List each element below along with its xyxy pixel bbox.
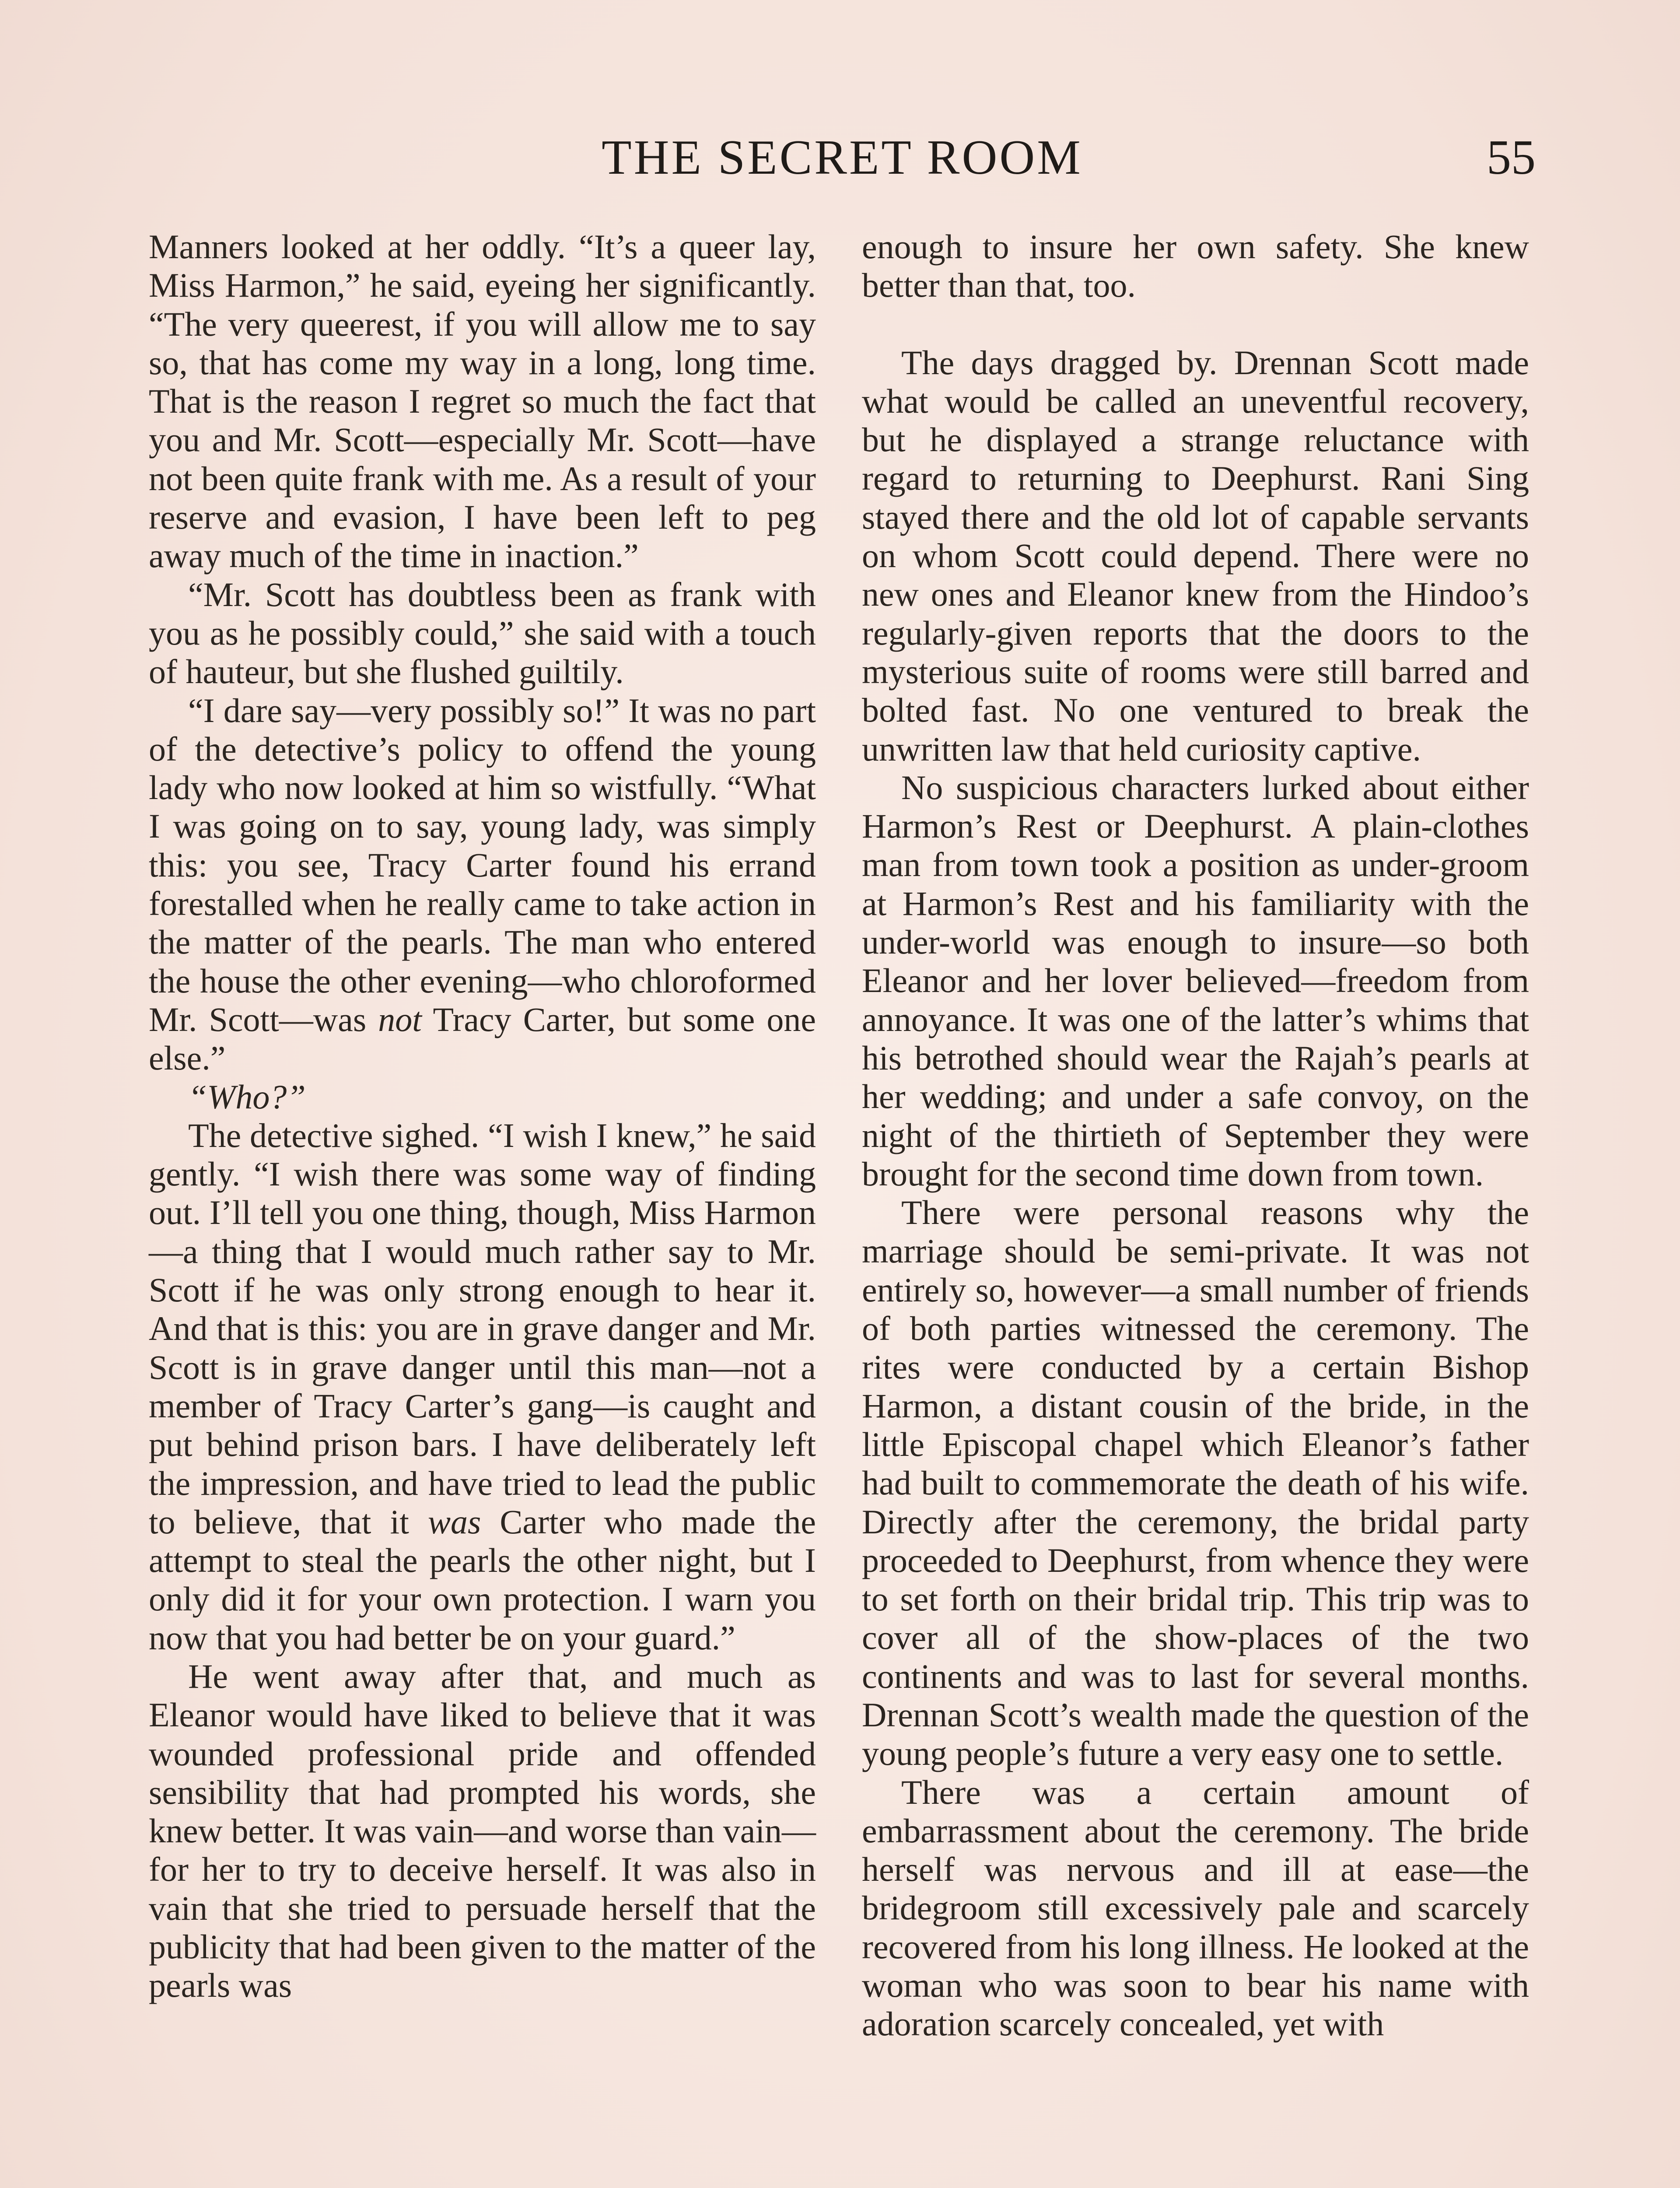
paragraph: “Mr. Scott has doubtless been as frank with you as he possibly could,” she said with a touch of hauteur, but she flushed guiltily. xyxy=(149,575,816,691)
paragraph: enough to insure her own safety. She knew better than that, too. xyxy=(862,228,1529,305)
paragraph-text: Tracy Carter, but some one else.” xyxy=(149,1000,816,1077)
paragraph xyxy=(149,691,816,1078)
paragraph: No suspicious characters lurked about either Harmon’s Rest or Deephurst. A plain-clothes man from town took a position as under-groom at Harmon’s Rest and his familiarity with the under-world was enough to insure—so both Eleanor and her lover believed—freedom from annoyance. It was one of the latter’s whims that his betrothed should wear the Rajah’s pearls at her wedding; and under a safe convoy, on the night of the thirtieth of September they were brought for the second time down from town. xyxy=(862,768,1529,1193)
running-head xyxy=(149,127,1536,188)
paragraph: There was a certain amount of embarrassment about the ceremony. The bride herself was nervous and ill at ease—the bridegroom still excessively pale and scarcely recovered from his long illness. He looked at the woman who was soon to bear his name with adoration scarcely concealed, yet with xyxy=(862,1773,1529,2043)
italic-emphasis: not xyxy=(378,1000,422,1038)
paragraph: “Who?” xyxy=(188,1077,306,1116)
paragraph: Manners looked at her oddly. “It’s a queer lay, Miss Harmon,” he said, eyeing her significantly. “The very queerest, if you will allow me to say so, that has come my way in a long, long time. That is the reason I regret so much the fact that you and Mr. Scott—especially Mr. Scott—have not been quite frank with me. As a result of your reserve and evasion, I have been left to peg away much of the time in inaction.” xyxy=(149,228,816,575)
left-column xyxy=(149,228,816,2005)
italic-emphasis: was xyxy=(427,1502,481,1541)
paragraph: The days dragged by. Drennan Scott made what would be called an uneventful recovery, but he displayed a strange reluctance with regard to returning to Deephurst. Rani Sing stayed there and the old lot of capable servants on whom Scott could depend. There were no new ones and Eleanor knew from the Hindoo’s regularly-given reports that the doors to the mysterious suite of rooms were still barred and bolted fast. No one ventured to break the unwritten law that held curiosity captive. xyxy=(862,343,1529,768)
paragraph-text: “I dare say—very possibly so!” It was no part of the detective’s policy to offend the young lady who now looked at him so wistfully. “What I was going on to say, young lady, was simply this: you see, Tracy Carter found his errand forestalled when he really came to take action in the matter of the pearls. The man who entered the house the other evening—who chloroformed Mr. Scott—was xyxy=(149,691,816,1038)
page-number: 55 xyxy=(1487,130,1536,185)
paragraph: There were personal reasons why the marriage should be semi-private. It was not entirely so, however—a small number of friends of both parties witnessed the ceremony. The rites were conducted by a certain Bishop Harmon, a distant cousin of the bride, in the little Episcopal chapel which Eleanor’s father had built to commemorate the death of his wife. Directly after the ceremony, the bridal party proceeded to Deephurst, from whence they were to set forth on their bridal trip. This trip was to cover all of the show-places of the two continents and was to last for several months. Drennan Scott’s wealth made the question of the young people’s future a very easy one to settle. xyxy=(862,1193,1529,1773)
running-title: THE SECRET ROOM xyxy=(602,130,1083,185)
paragraph: He went away after that, and much as Eleanor would have liked to believe that it was wounded professional pride and offended sensibility that had prompted his words, she knew better. It was vain—and worse than vain—for her to try to deceive herself. It was also in vain that she tried to persuade herself that the publicity that had been given to the matter of the pearls was xyxy=(149,1657,816,2005)
paragraph xyxy=(149,1116,816,1657)
right-column xyxy=(862,228,1529,2044)
paragraph-text: The detective sighed. “I wish I knew,” he said gently. “I wish there was some way of finding out. I’ll tell you one thing, though, Miss Harmon—a thing that I would much rather say to Mr. Scott if he was only strong enough to hear it. And that is this: you are in grave danger and Mr. Scott is in grave danger until this man—not a member of Tracy Carter’s gang—is caught and put behind prison bars. I have deliberately left the impression, and have tried to lead the public to believe, that it xyxy=(149,1116,816,1541)
paragraph-text: Carter who made the attempt to steal the pearls the other night, but I only did it for your own protection. I warn you now that you had better be on your guard.” xyxy=(149,1502,816,1657)
